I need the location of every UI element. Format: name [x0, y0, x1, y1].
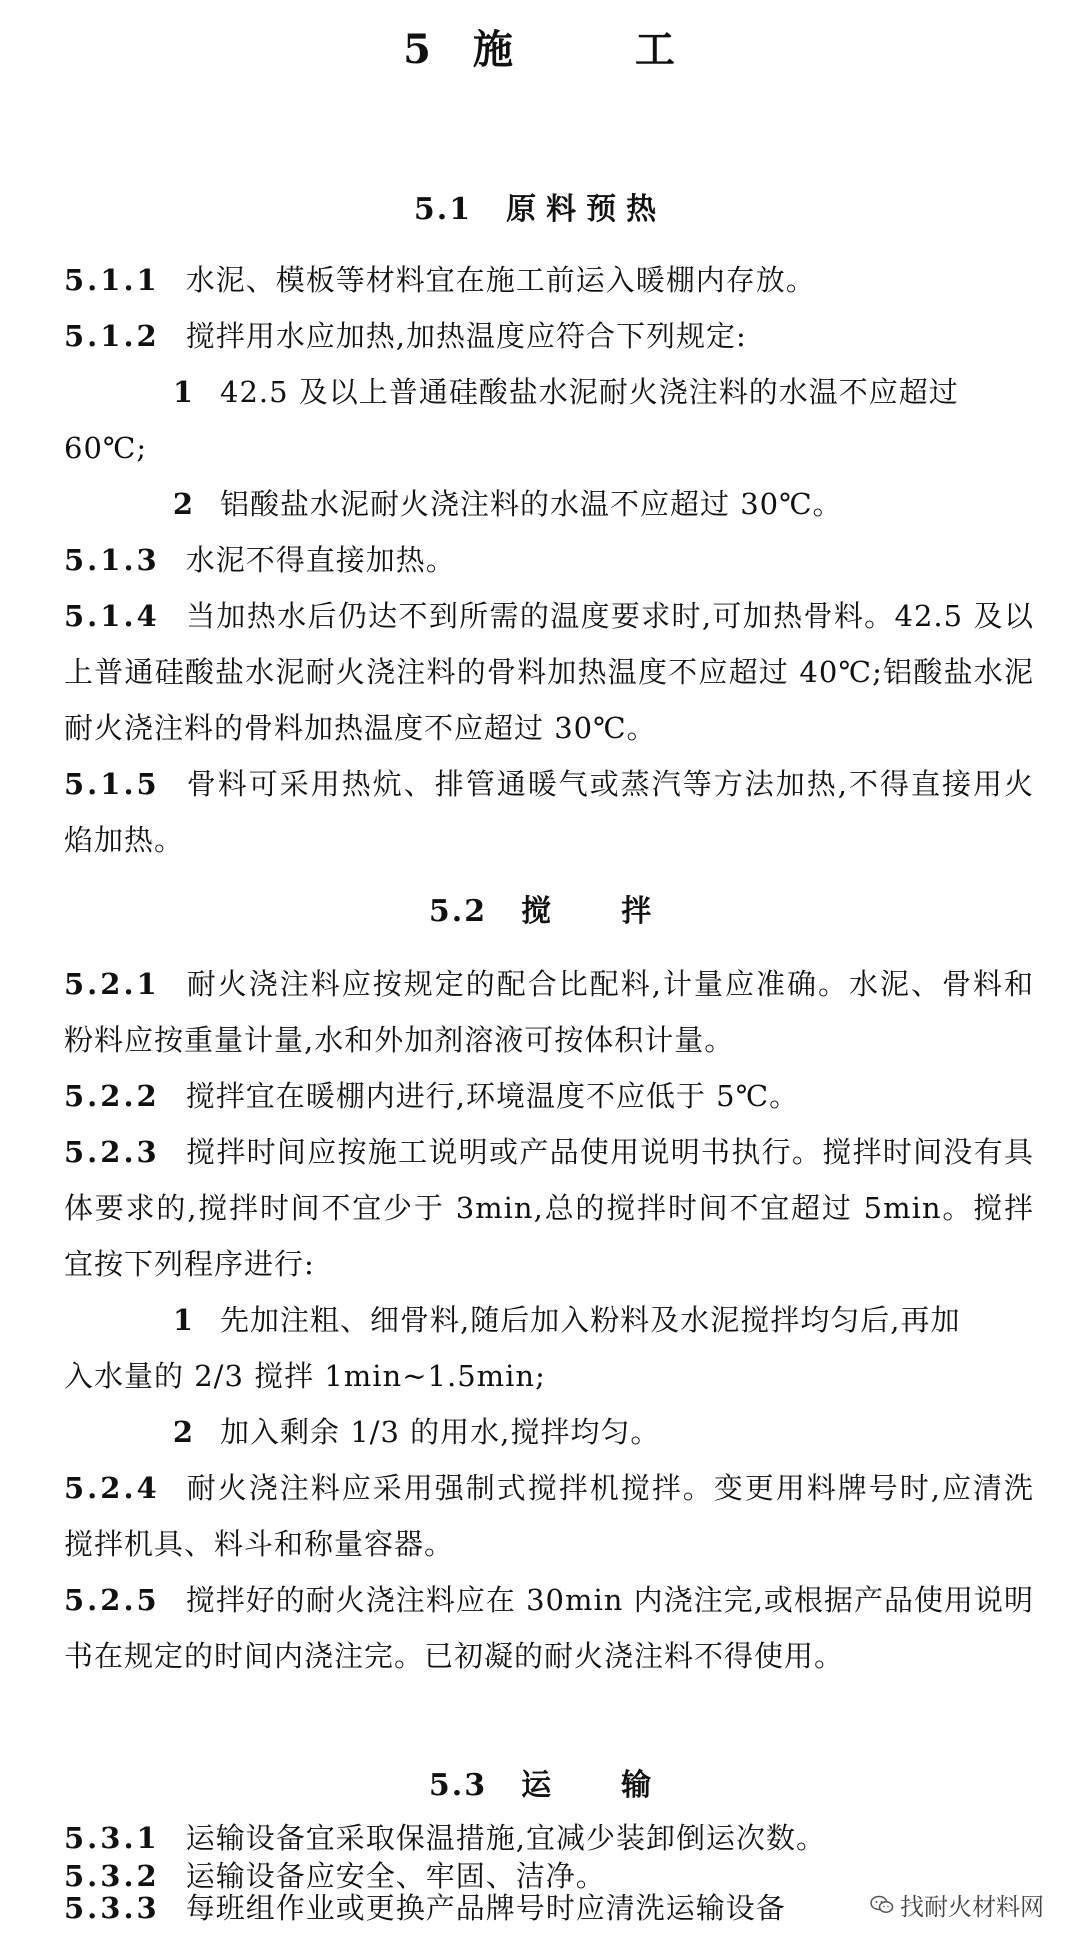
clause-5-1-3: 5.1.3 水泥不得直接加热。 [64, 543, 456, 577]
clause-5-1-2-item-1-cont: 60℃; [64, 431, 148, 465]
clause-5-1-2-item-2: 2 铝酸盐水泥耐火浇注料的水温不应超过 30℃。 [172, 487, 843, 521]
section-title-5-2: 5.2 搅拌 [428, 894, 652, 929]
section-title-5-1: 5.1 原料预热 [413, 192, 667, 227]
clause-5-2-3: 5.2.3 搅拌时间应按施工说明或产品使用说明书执行。搅拌时间没有具体要求的,搅拌时间不宜少于 3min,总的搅拌时间不宜超过 5min。搅拌宜按下列程序进行: [64, 1135, 1034, 1281]
watermark: 找耐火材料网 [864, 1885, 1050, 1924]
section-title-5-3: 5.3 运输 [428, 1768, 652, 1803]
clause-5-1-2: 5.1.2 搅拌用水应加热,加热温度应符合下列规定: [64, 319, 747, 353]
clause-5-2-3-item-2: 2 加入剩余 1/3 的用水,搅拌均匀。 [172, 1415, 661, 1449]
clause-5-2-4: 5.2.4 耐火浇注料应采用强制式搅拌机搅拌。变更用料牌号时,应清洗搅拌机具、料斗和称量容器。 [64, 1471, 1034, 1561]
clause-5-2-2: 5.2.2 搅拌宜在暖棚内进行,环境温度不应低于 5℃。 [64, 1079, 800, 1113]
clause-5-2-3-item-1-cont: 入水量的 2/3 搅拌 1min~1.5min; [64, 1359, 546, 1393]
clause-5-1-2-item-1: 1 42.5 及以上普通硅酸盐水泥耐火浇注料的水温不应超过 [172, 375, 959, 409]
clause-5-2-1: 5.2.1 耐火浇注料应按规定的配合比配料,计量应准确。水泥、骨料和粉料应按重量计量,水和外加剂溶液可按体积计量。 [64, 967, 1034, 1057]
clause-5-1-4: 5.1.4 当加热水后仍达不到所需的温度要求时,可加热骨料。42.5 及以上普通硅酸盐水泥耐火浇注料的骨料加热温度不应超过 40℃;铝酸盐水泥耐火浇注料的骨料加热温度不应超过 30℃。 [64, 599, 1034, 745]
clause-5-3-2: 5.3.2 运输设备应安全、牢固、洁净。 [64, 1859, 606, 1893]
clause-5-3-1: 5.3.1 运输设备宜采取保温措施,宜减少装卸倒运次数。 [64, 1821, 826, 1855]
chapter-title: 5 施 工 [403, 26, 677, 73]
clause-5-3-3: 5.3.3 每班组作业或更换产品牌号时应清洗运输设备 [64, 1891, 786, 1925]
clause-5-1-1: 5.1.1 水泥、模板等材料宜在施工前运入暖棚内存放。 [64, 263, 816, 297]
wechat-icon [870, 1893, 894, 1917]
clause-5-1-5: 5.1.5 骨料可采用热炕、排管通暖气或蒸汽等方法加热,不得直接用火焰加热。 [64, 767, 1034, 857]
clause-5-2-5: 5.2.5 搅拌好的耐火浇注料应在 30min 内浇注完,或根据产品使用说明书在规定的时间内浇注完。已初凝的耐火浇注料不得使用。 [64, 1583, 1034, 1673]
clause-5-2-3-item-1: 1 先加注粗、细骨料,随后加入粉料及水泥搅拌均匀后,再加 [172, 1303, 961, 1337]
